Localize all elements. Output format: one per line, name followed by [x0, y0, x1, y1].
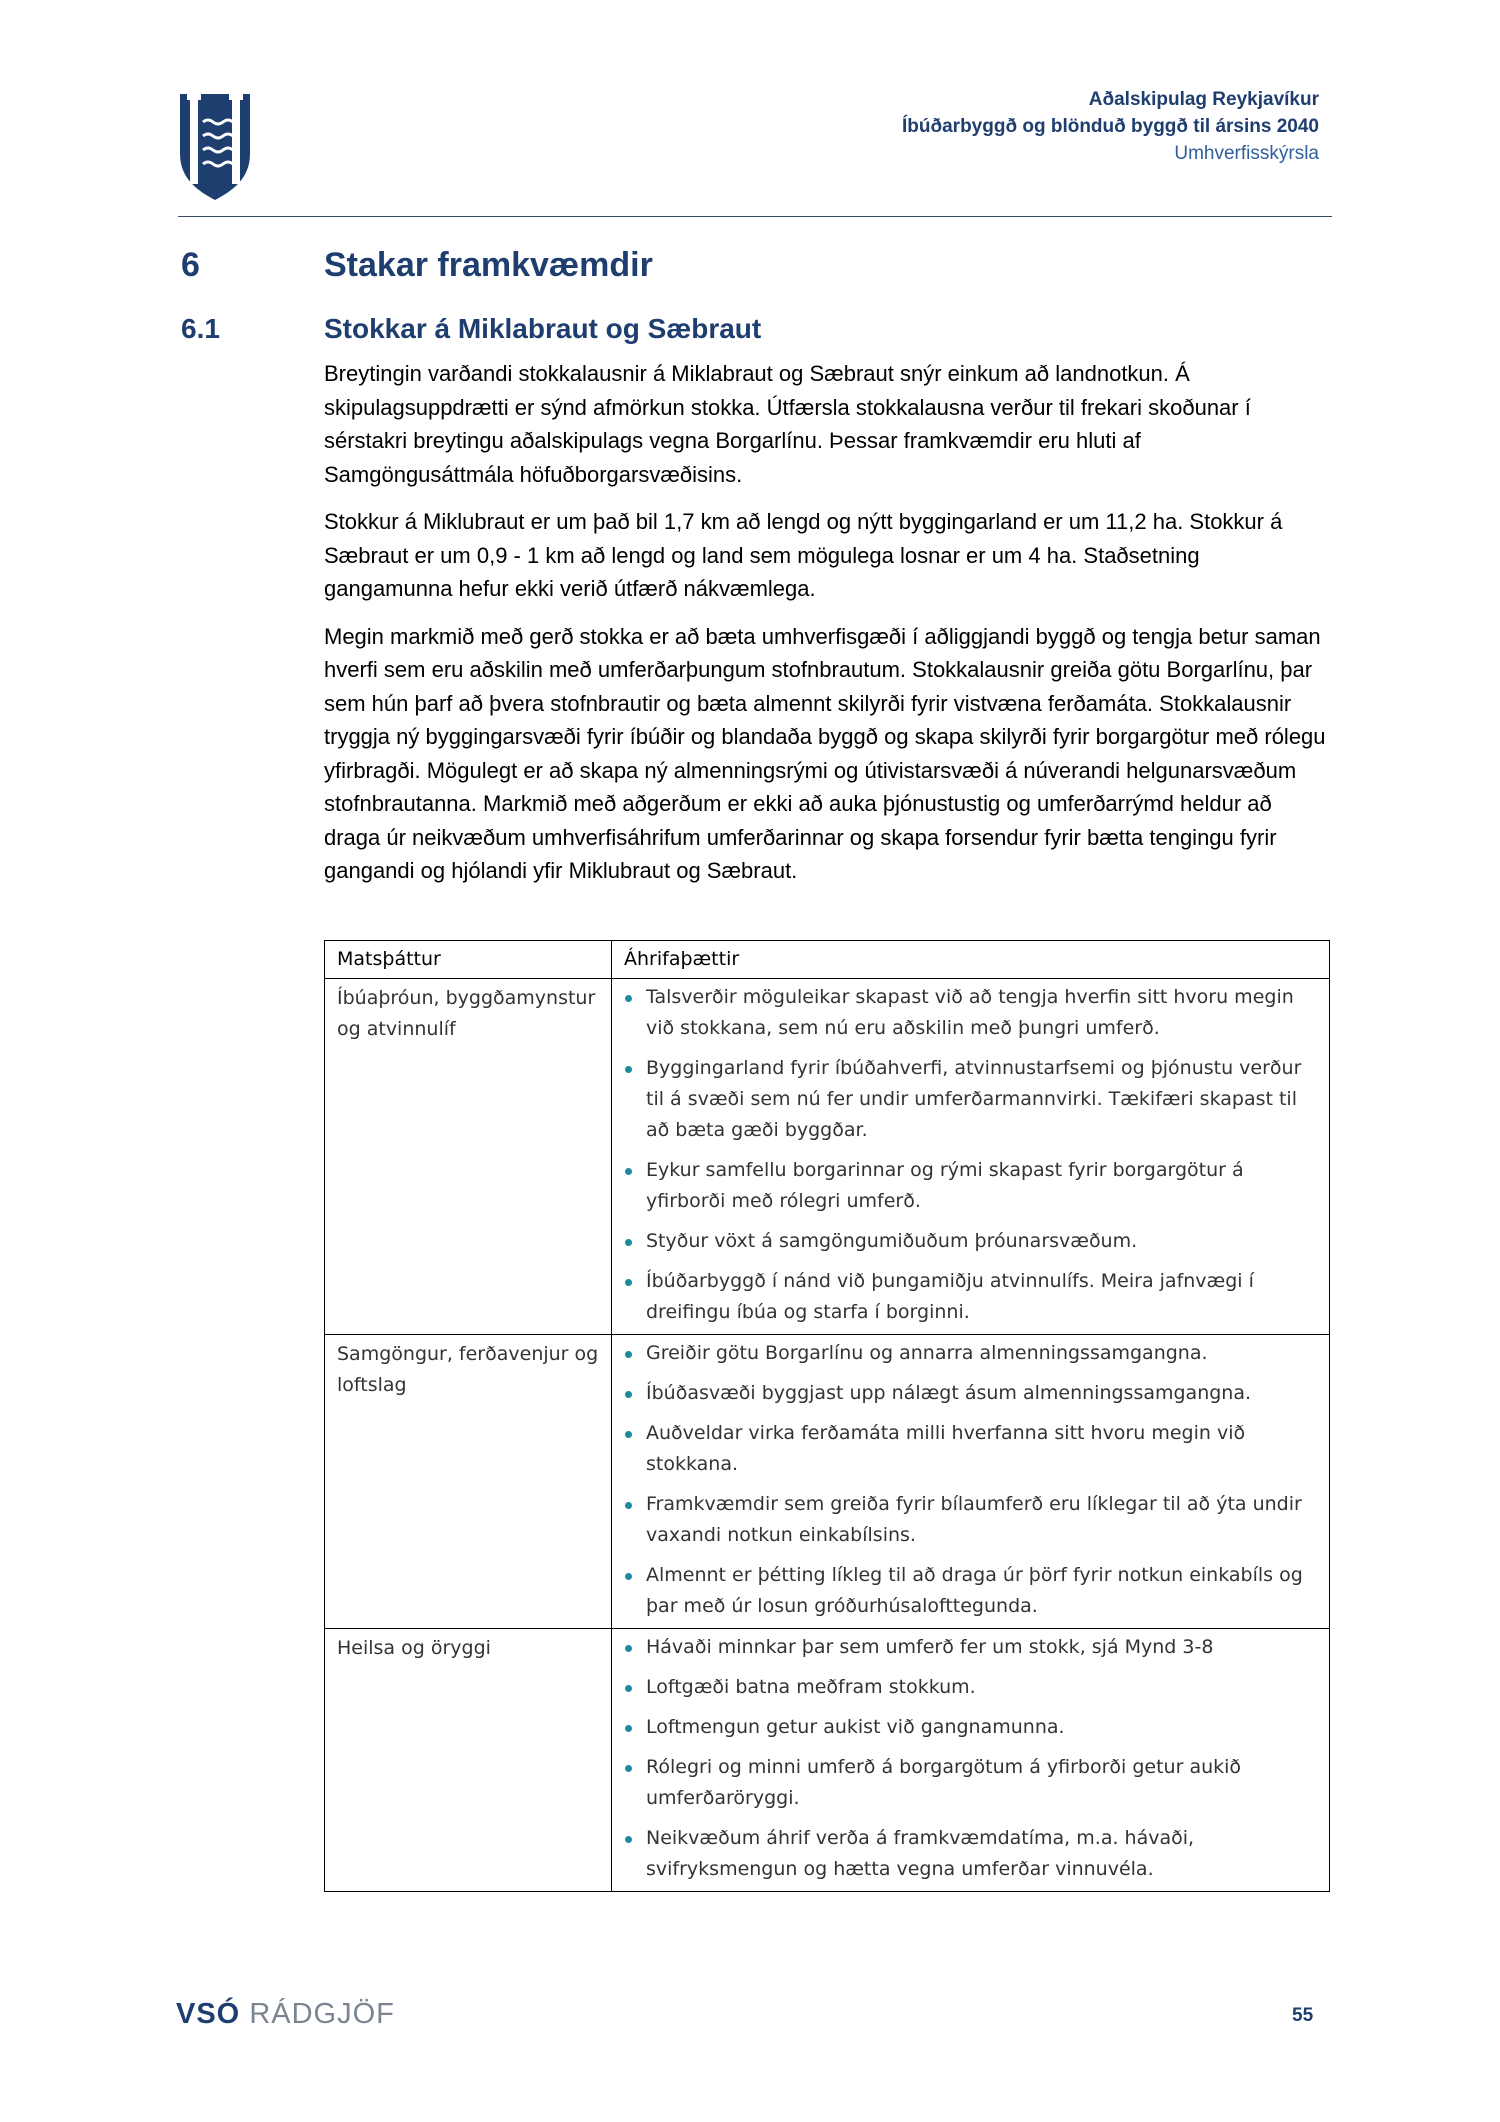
- impact-table: [324, 940, 1330, 1892]
- list-item: [624, 1752, 1317, 1814]
- bullet-icon: [625, 1573, 632, 1580]
- subsection-title: Stokkar á Miklabraut og Sæbraut: [324, 313, 762, 344]
- bullet-icon: [625, 1391, 632, 1398]
- effects-list: [624, 982, 1317, 1328]
- list-item: [624, 1266, 1317, 1328]
- bullet-icon: [625, 1645, 632, 1652]
- list-item-text: Byggingarland fyrir íbúðahverfi, atvinnustarfsemi og þjónustu verður til á svæði sem nú fer undir umferðarmannvirki. Tækifæri skapast til að bæta gæði byggðar.: [646, 1057, 1302, 1141]
- list-item: [624, 1053, 1317, 1146]
- list-item: [624, 1823, 1317, 1885]
- bullet-icon: [625, 1836, 632, 1843]
- column-header-ahrifathaettir: Áhrifaþættir: [612, 941, 1330, 979]
- list-item: [624, 1632, 1317, 1663]
- list-item-text: Almennt er þétting líkleg til að draga úr þörf fyrir notkun einkabíls og þar með úr losun gróðurhúsalofttegunda.: [646, 1564, 1303, 1617]
- list-item: [624, 1489, 1317, 1551]
- header-plan-title: Aðalskipulag Reykjavíkur: [1088, 89, 1319, 110]
- list-item-text: Eykur samfellu borgarinnar og rými skapast fyrir borgargötur á yfirborði með rólegri umferð.: [646, 1159, 1244, 1212]
- header-divider: [178, 216, 1332, 217]
- header-report-type: Umhverfisskýrsla: [1174, 143, 1319, 164]
- table-header-row: [325, 941, 1330, 979]
- paragraph: Breytingin varðandi stokkalausnir á Miklabraut og Sæbraut snýr einkum að landnotkun. Á skipulagsuppdrætti er sýnd afmörkun stokka. Útfærsla stokkalausna verður til frekari skoðunar í sérstakri breytingu aðalskipulags vegna Borgarlínu. Þessar framkvæmdir eru hluti af Samgöngusáttmála höfuðborgarsvæðisins.: [324, 361, 1251, 487]
- list-item-text: Auðveldar virka ferðamáta milli hverfanna sitt hvoru megin við stokkana.: [646, 1422, 1246, 1475]
- bullet-icon: [625, 995, 632, 1002]
- effects-cell: [612, 1629, 1330, 1892]
- list-item: [624, 1378, 1317, 1409]
- list-item-text: Framkvæmdir sem greiða fyrir bílaumferð eru líklegar til að ýta undir vaxandi notkun einkabílsins.: [646, 1493, 1302, 1546]
- table-row: [325, 979, 1330, 1335]
- bullet-icon: [625, 1279, 632, 1286]
- paragraph: Stokkur á Miklubraut er um það bil 1,7 km að lengd og nýtt byggingarland er um 11,2 ha. Stokkur á Sæbraut er um 0,9 - 1 km að lengd og land sem mögulega losnar er um 4 ha. Staðsetning gangamunna hefur ekki verið útfærð nákvæmlega.: [324, 509, 1283, 601]
- category-cell: Íbúaþróun, byggðamynstur og atvinnulíf: [325, 979, 612, 1335]
- list-item: [624, 1338, 1317, 1369]
- list-item: [624, 1155, 1317, 1217]
- list-item-text: Íbúðasvæði byggjast upp nálægt ásum almenningssamgangna.: [646, 1382, 1252, 1404]
- bullet-icon: [625, 1168, 632, 1175]
- brand-bold: VSÓ: [176, 1998, 241, 2030]
- page-number: 55: [1292, 2005, 1314, 2026]
- column-header-matsthattur: Matsþáttur: [325, 941, 612, 979]
- bullet-icon: [625, 1431, 632, 1438]
- list-item: [624, 982, 1317, 1044]
- bullet-icon: [625, 1685, 632, 1692]
- list-item-text: Styður vöxt á samgöngumiðuðum þróunarsvæðum.: [646, 1230, 1138, 1252]
- list-item-text: Loftmengun getur aukist við gangnamunna.: [646, 1716, 1065, 1738]
- bullet-icon: [625, 1351, 632, 1358]
- table-row: [325, 1629, 1330, 1892]
- effects-list: [624, 1338, 1317, 1622]
- section-title: Stakar framkvæmdir: [324, 246, 653, 284]
- list-item-text: Hávaði minnkar þar sem umferð fer um stokk, sjá Mynd 3-8: [646, 1636, 1214, 1658]
- effects-list: [624, 1632, 1317, 1885]
- list-item-text: Íbúðarbyggð í nánd við þungamiðju atvinnulífs. Meira jafnvægi í dreifingu íbúa og starfa í borginni.: [646, 1270, 1254, 1323]
- bullet-icon: [625, 1239, 632, 1246]
- list-item-text: Greiðir götu Borgarlínu og annarra almenningssamgangna.: [646, 1342, 1208, 1364]
- list-item-text: Talsverðir möguleikar skapast við að tengja hverfin sitt hvoru megin við stokkana, sem nú eru aðskilin með þungri umferð.: [646, 986, 1294, 1039]
- section-number: 6: [181, 246, 200, 284]
- body-text: [324, 357, 1330, 902]
- list-item: [624, 1672, 1317, 1703]
- list-item: [624, 1418, 1317, 1480]
- list-item-text: Loftgæði batna meðfram stokkum.: [646, 1676, 976, 1698]
- category-cell: Heilsa og öryggi: [325, 1629, 612, 1892]
- effects-cell: [612, 1335, 1330, 1629]
- list-item: [624, 1226, 1317, 1257]
- list-item-text: Neikvæðum áhrif verða á framkvæmdatíma, m.a. hávaði, svifryksmengun og hætta vegna umferðar vinnuvéla.: [646, 1827, 1195, 1880]
- subsection-number: 6.1: [181, 313, 220, 344]
- list-item-text: Rólegri og minni umferð á borgargötum á yfirborði getur aukið umferðaröryggi.: [646, 1756, 1242, 1809]
- bullet-icon: [625, 1502, 632, 1509]
- paragraph: Megin markmið með gerð stokka er að bæta umhverfisgæði í aðliggjandi byggð og tengja betur saman hverfi sem eru aðskilin með umferðarþungum stofnbrautum. Stokkalausnir greiða götu Borgarlínu, þar sem hún þarf að þvera stofnbrautir og bæta almennt skilyrði fyrir vistvæna ferðamáta. Stokkalausnir tryggja ný byggingarsvæði fyrir íbúðir og blandaða byggð og skapa skilyrði fyrir borgargötur með rólegu yfirbragði. Mögulegt er að skapa ný almenningsrými og útivistarsvæði á núverandi helgunarsvæðum stofnbrautanna. Markmið með aðgerðum er ekki að auka þjónustustig og umferðarrýmd heldur að draga úr neikvæðum umhverfisáhrifum umferðarinnar og skapa forsendur fyrir bætta tengingu fyrir gangandi og hjólandi yfir Miklubraut og Sæbraut.: [324, 623, 1326, 883]
- category-cell: Samgöngur, ferðavenjur og loftslag: [325, 1335, 612, 1629]
- bullet-icon: [625, 1725, 632, 1732]
- header-subtitle: Íbúðarbyggð og blönduð byggð til ársins 2040: [902, 116, 1319, 137]
- vso-logo: [176, 1998, 395, 2031]
- bullet-icon: [625, 1066, 632, 1073]
- list-item: [624, 1560, 1317, 1622]
- reykjavik-coat-of-arms-icon: [178, 92, 252, 202]
- bullet-icon: [625, 1765, 632, 1772]
- table-row: [325, 1335, 1330, 1629]
- brand-light: RÁDGJÖF: [249, 1998, 395, 2030]
- list-item: [624, 1712, 1317, 1743]
- effects-cell: [612, 979, 1330, 1335]
- document-header: [902, 86, 1319, 167]
